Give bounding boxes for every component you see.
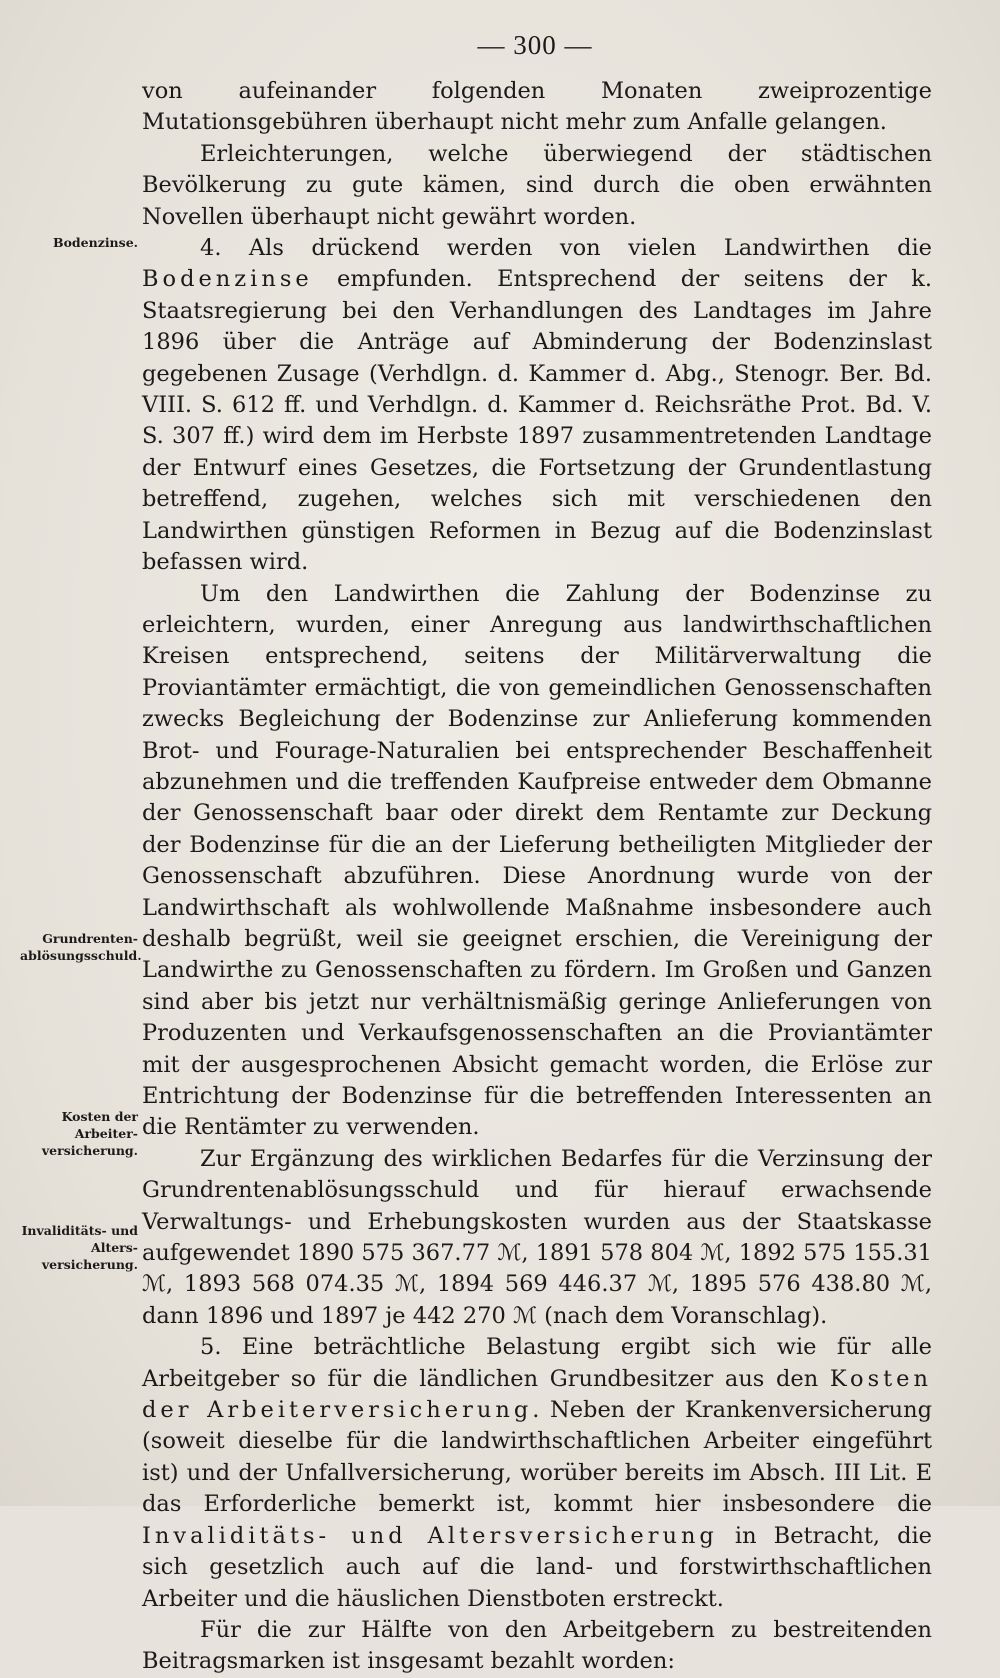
- paragraph-text: . Neben der Krankenversicherung (soweit dieselbe für die landwirthschaftlichen Arbeiter eingeführt ist) und der Unfallversicherung, worüber bereits im Absch. III Lit. E das Erforderliche bemerkt ist, kommt hier insbesondere die: [142, 1397, 933, 1518]
- paragraph-erleichterungen: Erleichterungen, welche überwiegend der städtischen Bevölkerung zu gute kämen, sind durch die oben erwähnten Novellen überhaupt nicht gewährt worden.: [142, 140, 932, 230]
- paragraph-continuation: von aufeinander folgenden Monaten zweiprozentige Mutationsgebühren überhaupt nicht mehr zum Anfalle gelangen.: [142, 78, 932, 136]
- paragraph-text: in Betracht, die sich gesetzlich auch auf die land- und forstwirthschaftlichen Arbeiter und die häuslichen Dienstboten erstreckt.: [142, 1522, 932, 1612]
- emphasized-term: Kosten der Arbeiterversicherung: [142, 1365, 932, 1424]
- margin-note-grundrentenabloesungsschuld: Grundrenten-ablösungsschuld.: [20, 931, 142, 963]
- emphasized-term: Bodenzinse: [142, 266, 313, 293]
- margin-note-bodenzinse: Bodenzinse.: [53, 235, 138, 250]
- paragraph-proviantaemter: Um den Landwirthen die Zahlung der Bodenzinse zu erleichtern, wurden, einer Anregung aus landwirthschaftlichen Kreisen entsprechend, seitens der Militärverwaltung die Proviantämter ermächtigt, die von gemeindlichen Genossenschaften zwecks Begleichung der Bodenzinse zur Anlieferung kommenden Brot- und Fourage-Naturalien bei entsprechender Beschaffenheit abzunehmen und die treffenden Kaufpreise entweder dem Obmanne der Genossenschaft baar oder direkt dem Rentamte zur Deckung der Bodenzinse für die an der Lieferung betheiligten Mitglieder der Genossenschaft abzuführen. Diese Anordnung wurde von der Landwirthschaft als wohlwollende Maßnahme insbesondere auch deshalb begrüßt, weil sie geeignet erschien, die Vereinigung der Landwirthe zu Genossenschaften zu fördern. Im Großen und Ganzen sind aber bis jetzt nur verhältnismäßig geringe Anlieferungen von Produzenten und Verkaufsgenossenschaften an die Proviantämter mit der ausgesprochenen Absicht gemacht worden, die Erlöse zur Entrichtung der Bodenzinse für die betreffenden Interessenten an die Rentämter zu verwenden.: [142, 580, 932, 1141]
- paragraph-bodenzinse: [142, 233, 932, 578]
- paragraph-text: 4. Als drückend werden von vielen Landwirthen die: [200, 235, 932, 262]
- emphasized-term: Invaliditäts- und Altersversicherung: [142, 1522, 718, 1549]
- paragraph-text: empfunden. Entsprechend der seitens der k. Staatsregierung bei den Verhandlungen des Landtages im Jahre 1896 über die Anträge auf Abminderung der Bodenzinslast gegebenen Zusage (Verhdlgn. d. Kammer d. Abg., Stenogr. Ber. Bd. VIII. S. 612 ff. und Verhdlgn. d. Kammer d. Reichsräthe Prot. Bd. V. S. 307 ff.) wird dem im Herbste 1897 zusammentretenden Landtage der Entwurf eines Gesetzes, die Fortsetzung der Grundentlastung betreffend, zugehen, welches sich mit verschiedenen den Landwirthen günstigen Reformen in Bezug auf die Bodenzinslast befassen wird.: [142, 266, 932, 576]
- body-text: [142, 76, 932, 1678]
- paragraph-grundrenten: Zur Ergänzung des wirklichen Bedarfes für die Verzinsung der Grundrentenablösungsschuld und für hierauf erwachsende Verwaltungs- und Erhebungskosten wurden aus der Staatskasse aufgewendet 1890 575 367.77 ℳ, 1891 578 804 ℳ, 1892 575 155.31 ℳ, 1893 568 074.35 ℳ, 1894 569 446.37 ℳ, 1895 576 438.80 ℳ, dann 1896 und 1897 je 442 270 ℳ (nach dem Voranschlag).: [142, 1145, 932, 1329]
- paragraph-arbeiterversicherung: [142, 1332, 932, 1615]
- paragraph-text: 5. Eine beträchtliche Belastung ergibt sich wie für alle Arbeitgeber so für die ländlichen Grundbesitzer aus den: [142, 1334, 932, 1392]
- margin-note-arbeiterversicherung: Kosten der Arbeiter-versicherung.: [41, 1109, 138, 1158]
- page-number: — 300 —: [477, 30, 593, 60]
- paragraph-beitragsmarken: Für die zur Hälfte von den Arbeitgebern zu bestreitenden Beitragsmarken ist insgesamt bezahlt worden:: [142, 1616, 932, 1675]
- margin-note-invaliditaetsversicherung: Invaliditäts- und Alters-versicherung.: [21, 1223, 138, 1272]
